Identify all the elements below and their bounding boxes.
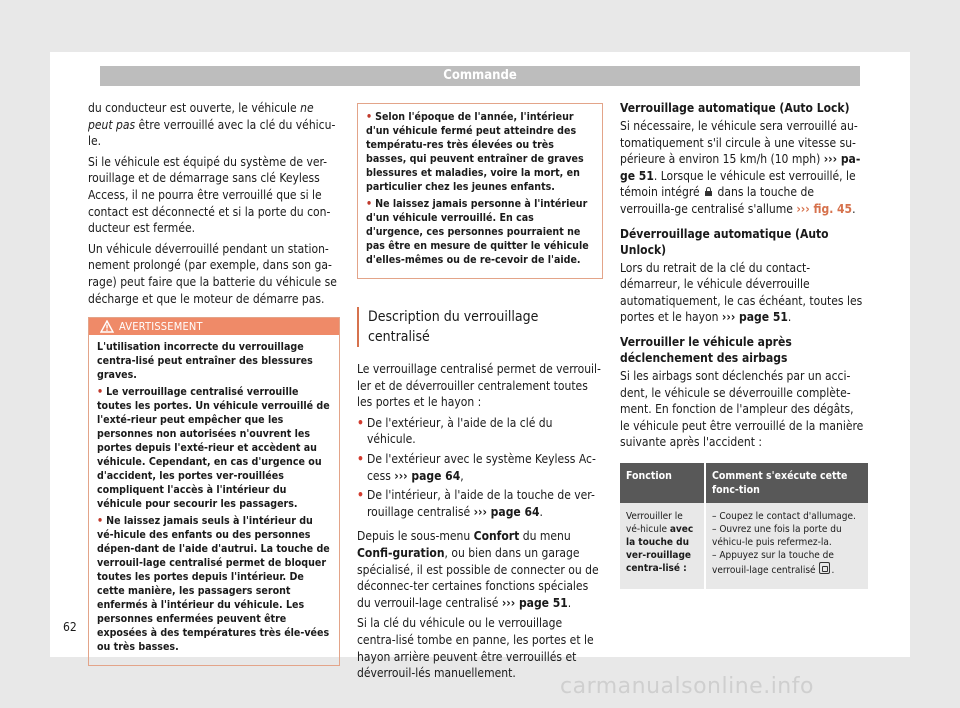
- lock-icon: [705, 187, 712, 197]
- section-title: Description du verrouillage centralisé: [357, 307, 603, 347]
- table-cell: – Coupez le contact d'allumage. – Ouvrez une fois la porte du véhicu-le puis refermez-la. – Appuyez sur la touche de verrouil-lage centralisé .: [705, 503, 868, 589]
- page-number: 62: [63, 620, 77, 634]
- warning-lead: L'utilisation incorrecte du verrouillage centra-lisé peut entraîner des blessures graves.: [97, 341, 313, 382]
- paragraph: Un véhicule déverrouillé pendant un station-nement prolongé (par exemple, dans son ga-rage) peut faire que la batterie du véhicule se décharge et que le moteur de démarre pas.: [88, 241, 337, 306]
- page-link[interactable]: ››› pa-ge 51: [620, 152, 861, 183]
- warning-bullet: • Ne laissez jamais personne à l'intérieur d'un véhicule verrouillé. En cas d'urgence, ces personnes pourraient ne pas être en mesure de quitter le véhicule d'elles-mêmes ou de re-cevoir de l'aide.: [366, 198, 589, 266]
- table-header-cell: Comment s'exécute cette fonc-tion: [705, 463, 868, 503]
- page-header: Commande: [100, 66, 860, 86]
- lock-button-icon: [819, 562, 830, 574]
- table-cell: Verrouiller le vé-hicule avec la touche du ver-rouillage centra-lisé :: [620, 503, 705, 589]
- warning-box: [88, 317, 340, 666]
- watermark: carmanualsonline.info: [560, 674, 814, 699]
- list-item: • De l'extérieur, à l'aide de la clé du véhicule.: [357, 415, 553, 447]
- warning-box-continued: [357, 103, 603, 279]
- column-right: [620, 100, 866, 589]
- list-item: • De l'extérieur avec le système Keyless Ac-cess ››› page 64,: [357, 451, 596, 483]
- page-link[interactable]: ››› page 51: [501, 595, 568, 610]
- paragraph: Si les airbags sont déclenchés par un acci-dent, le véhicule se déverrouille complète-ment. En fonction de l'ampleur des dégâts, le véhicule peut être verrouillé de la manière suivante après l'accident :: [620, 368, 864, 450]
- figure-link[interactable]: ››› fig. 45: [796, 201, 853, 216]
- warning-icon: [100, 320, 114, 333]
- page-link[interactable]: ››› page 64: [473, 504, 540, 519]
- subheading: Déverrouillage automatique (Auto Unlock): [620, 226, 829, 257]
- table-row: [620, 503, 868, 589]
- subheading: Verrouillage automatique (Auto Lock): [620, 101, 850, 115]
- paragraph: Lors du retrait de la clé du contact-démarreur, le véhicule déverrouille automatiquement, le cas échéant, toutes les portes et le hayon ››› page 51.: [620, 260, 863, 325]
- subheading: Verrouiller le véhicule après déclenchement des airbags: [620, 334, 792, 365]
- page-link[interactable]: ››› page 64: [394, 468, 461, 483]
- list-item: • De l'intérieur, à l'aide de la touche de ver-rouillage centralisé ››› page 64.: [357, 488, 595, 519]
- column-middle: [357, 103, 603, 686]
- paragraph: du conducteur est ouverte, le véhicule ne peut pas être verrouillé avec la clé du véhicu-le.: [88, 101, 336, 149]
- column-left: [88, 100, 340, 666]
- warning-bullet: • Ne laissez jamais seuls à l'intérieur du vé-hicule des enfants ou des personnes dépen-dant de l'aide d'autrui. La touche de verrouil-lage centralisé permet de bloquer toutes les portes depuis l'intérieur. De cette manière, les passagers seront enfermés à l'intérieur du véhicule. Les personnes enfermées peuvent être exposées à des températures très éle-vées ou très basses.: [97, 515, 330, 654]
- warning-bullet: • Selon l'époque de l'année, l'intérieur d'un véhicule fermé peut atteindre des températu-res très élevées ou très basses, qui peuvent entraîner de graves blessures et maladies, voire la mort, en particulier chez les jeunes enfants.: [366, 111, 584, 193]
- warning-header: AVERTISSEMENT: [89, 318, 339, 335]
- paragraph: Le verrouillage centralisé permet de verrouil-ler et de déverrouiller centralement toutes les portes et le hayon :: [357, 362, 601, 410]
- warning-bullet: • Le verrouillage centralisé verrouille toutes les portes. Un véhicule verrouillé de l'exté-rieur peut empêcher que les personnes non autorisées n'ouvrent les portes depuis l'exté-rieur et accèdent au véhicule. Cependant, en cas d'urgence ou d'accident, les portes ver-rouillées compliquent l'accès à l'intérieur du véhicule pour secourir les passagers.: [97, 386, 330, 511]
- function-table: [620, 463, 868, 589]
- table-header-row: [620, 463, 868, 503]
- paragraph: Depuis le sous-menu Confort du menu Confi-guration, ou bien dans un garage spécialisé, il est possible de connecter ou de déconnec-ter certaines fonctions spéciales du verrouil-lage centralisé ››› page 51.: [357, 529, 599, 610]
- paragraph: Si le véhicule est équipé du système de ver-rouillage et de démarrage sans clé Keyless Access, il ne pourra être verrouillé que si le contact est déconnecté et si la porte du con-ducteur est fermée.: [88, 154, 331, 236]
- table-header-cell: Fonction: [620, 463, 705, 503]
- paragraph: Si nécessaire, le véhicule sera verrouillé au-tomatiquement s'il circule à une vitesse su-périeure à environ 15 km/h (10 mph) ››› pa-ge 51. Lorsque le véhicule est verrouillé, le témoin intégré dans la touche de verrouilla-ge centralisé s'allume ››› fig. 45.: [620, 119, 861, 216]
- paragraph: Si la clé du véhicule ou le verrouillage centra-lisé tombe en panne, les portes et le hayon arrière peuvent être verrouillés et déverrouil-lés manuellement.: [357, 616, 594, 681]
- warning-body: [89, 335, 339, 665]
- page-link[interactable]: ››› page 51: [721, 310, 788, 325]
